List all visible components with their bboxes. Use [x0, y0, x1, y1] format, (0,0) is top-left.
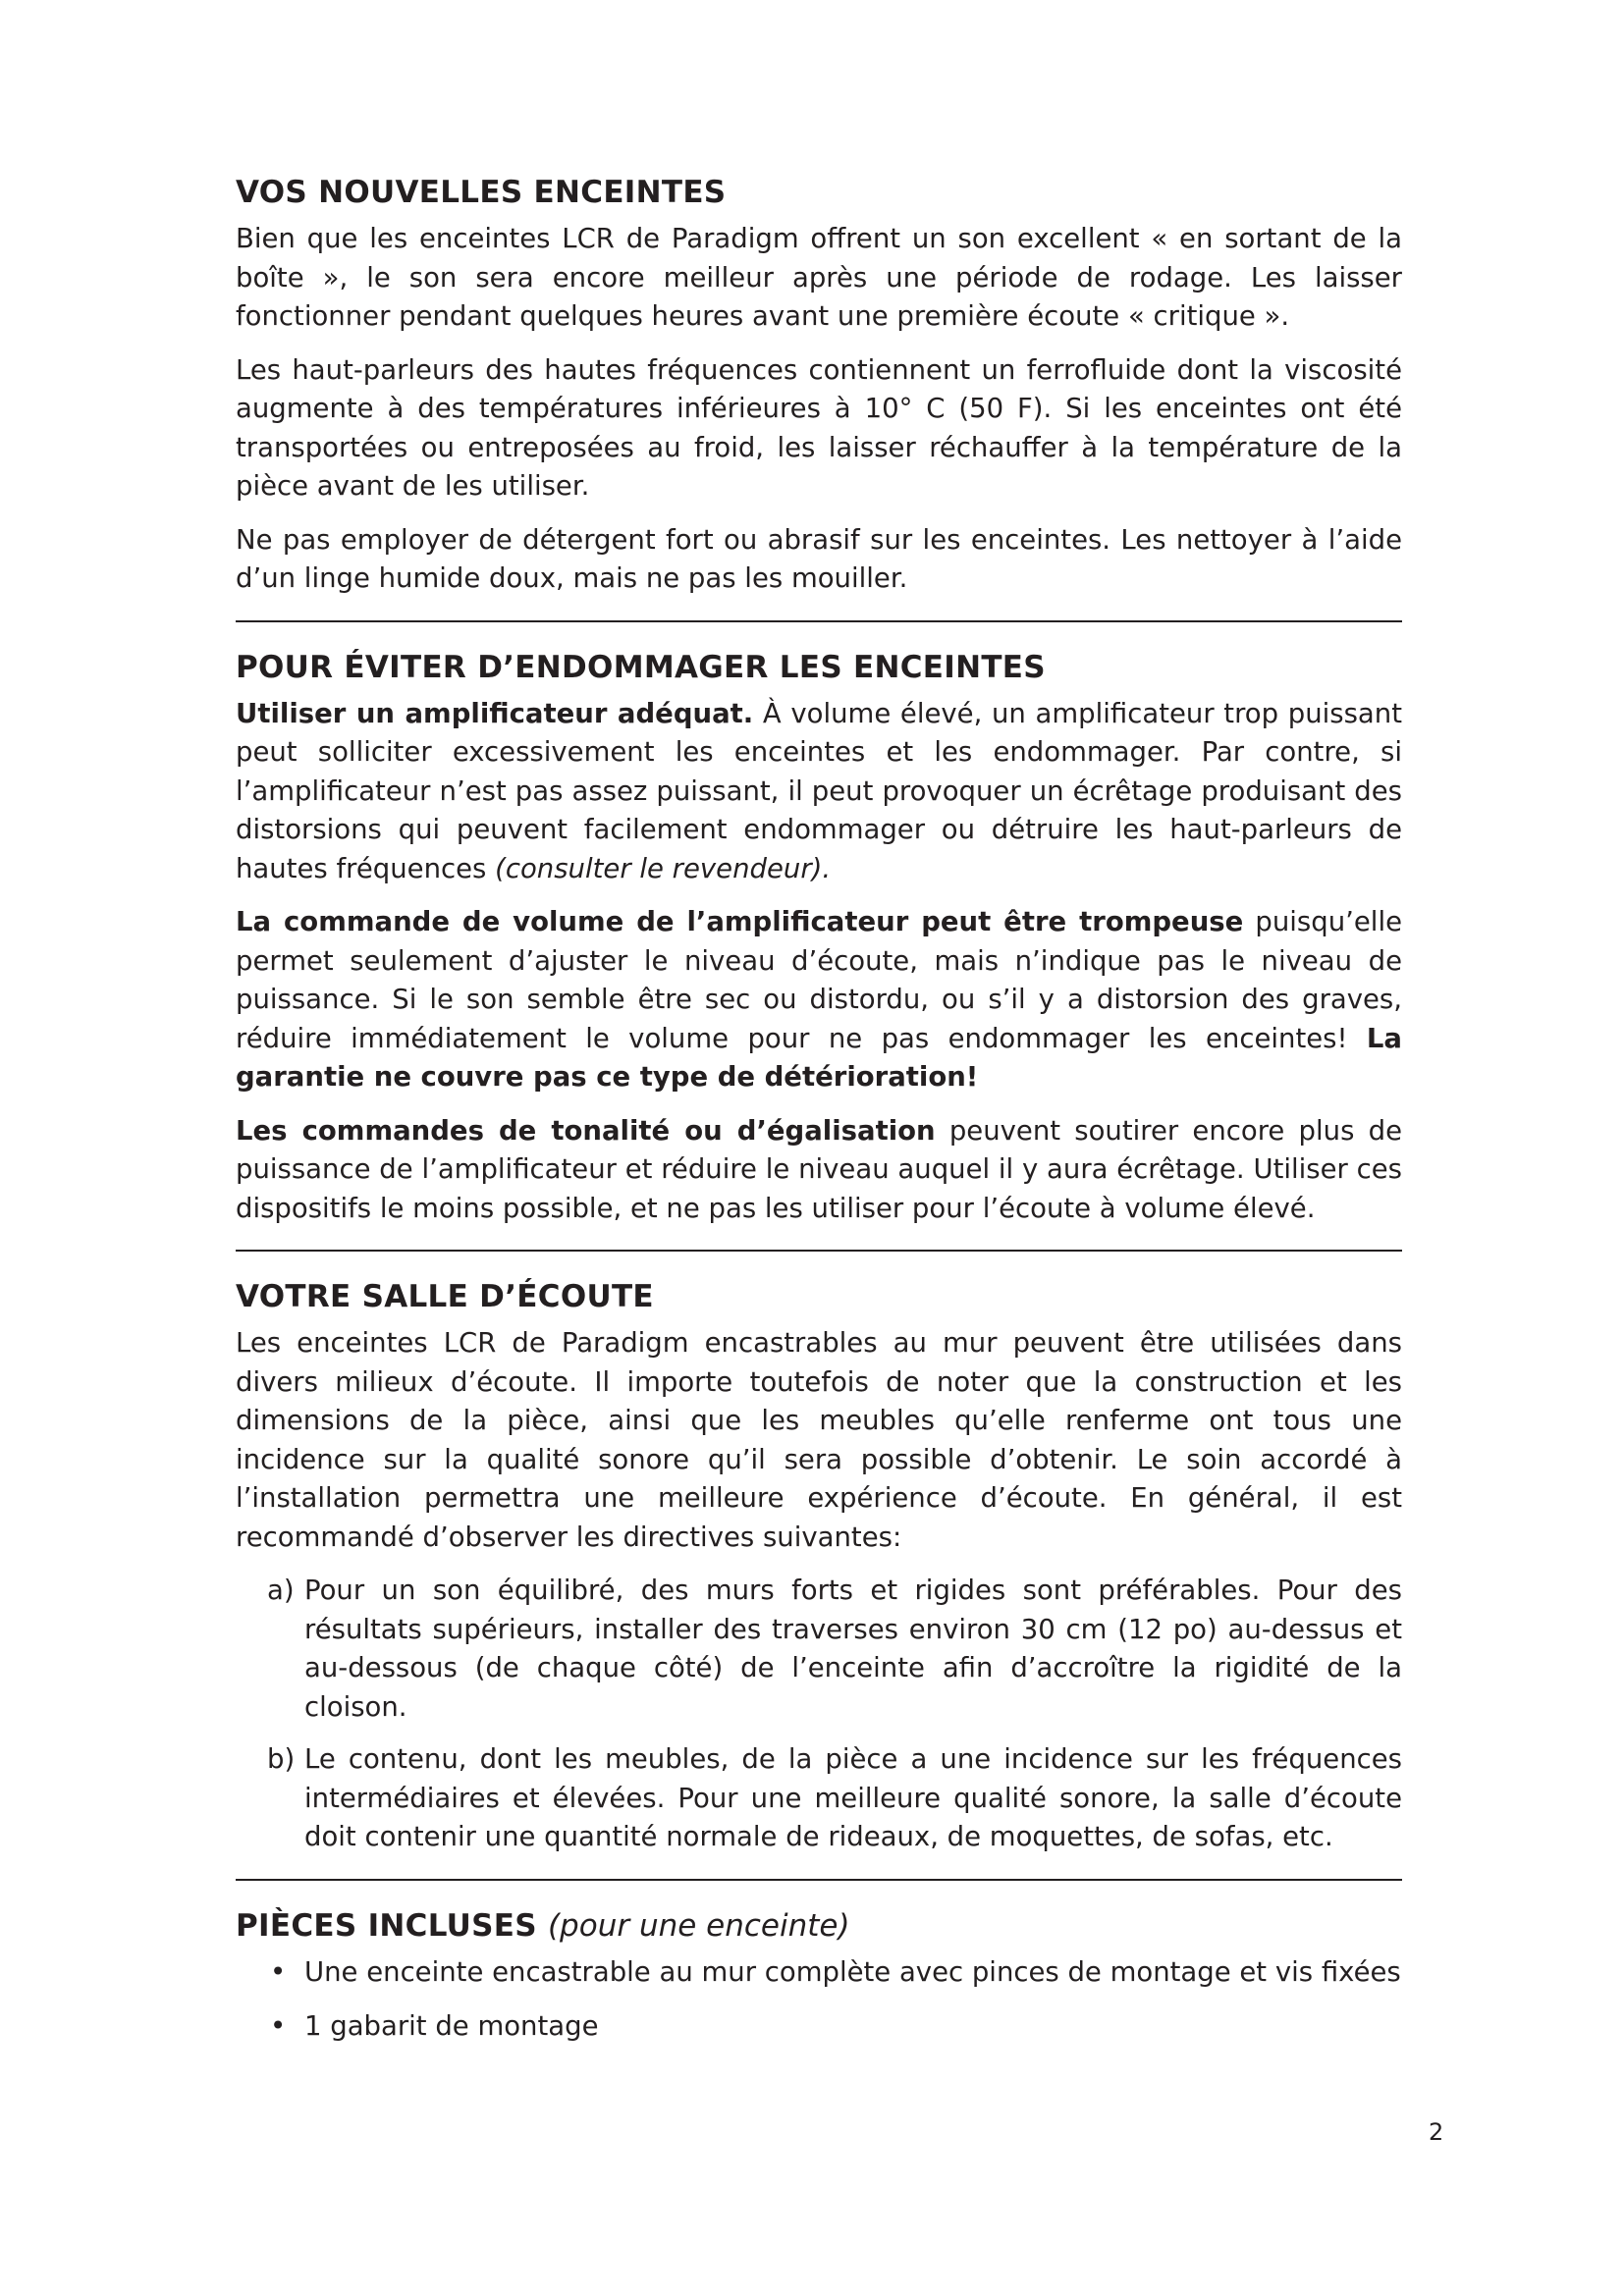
- paragraph: Ne pas employer de détergent fort ou abrasif sur les enceintes. Les nettoyer à l’aide d’un linge humide doux, mais ne pas les mouiller.: [236, 523, 1402, 594]
- paragraph-text: À volume élevé, un amplificateur trop puissant peut solliciter excessivement les enceintes et les endommager. Par contre, si l’amplificateur n’est pas assez puissant, il peut provoquer un écrêtage produisant des distorsions qui peuvent facilement endommager ou détruire les haut-parleurs de hautes fréquences: [236, 697, 1402, 884]
- list-item-text: 1 gabarit de montage: [304, 2010, 599, 2042]
- directives-list: [236, 1572, 1402, 1857]
- section-pieces-incluses: [236, 1906, 1402, 2047]
- paragraph: Les enceintes LCR de Paradigm encastrables au mur peuvent être utilisées dans divers milieux d’écoute. Il importe toutefois de noter que la construction et les dimensions de la pièce, ainsi que les meubles qu’elle renferme ont tous une incidence sur la qualité sonore qu’il sera possible d’obtenir. Le soin accordé à l’installation permettra une meilleure expérience d’écoute. En général, il est recommandé d’observer les directives suivantes:: [236, 1327, 1402, 1553]
- included-parts-list: [236, 1953, 1402, 2047]
- heading-subtitle: (pour une enceinte): [547, 1907, 850, 1944]
- list-marker: a): [267, 1575, 295, 1606]
- paragraph-text: peuvent soutirer encore plus de puissance de l’amplificateur et réduire le niveau auquel il y aura écrêtage. Utiliser ces dispositifs le moins possible, et ne pas les utiliser pour l’écoute à volume élevé.: [236, 1114, 1402, 1224]
- section-vos-nouvelles-enceintes: [236, 173, 1402, 599]
- bold-lead: La commande de volume de l’amplificateur peut être trompeuse: [236, 906, 1244, 937]
- section-divider: [236, 1879, 1402, 1881]
- paragraph: [236, 903, 1402, 1097]
- list-item-text: Le contenu, dont les meubles, de la pièce a une incidence sur les fréquences intermédiaires et élevées. Pour une meilleure qualité sonore, la salle d’écoute doit contenir une quantité normale de rideaux, de moquettes, de sofas, etc.: [304, 1743, 1402, 1852]
- section-heading: VOS NOUVELLES ENCEINTES: [236, 175, 727, 210]
- section-eviter-endommager: [236, 648, 1402, 1229]
- list-item: [236, 1740, 1402, 1857]
- bullet-icon: •: [270, 2010, 287, 2042]
- section-heading: [236, 1906, 1402, 1946]
- page-number: 2: [1429, 2118, 1444, 2146]
- paragraph: [236, 695, 1402, 889]
- page-content: [236, 173, 1402, 2062]
- warranty-warning: La garantie ne couvre pas ce type de détérioration!: [236, 1022, 1402, 1093]
- section-heading: VOTRE SALLE D’ÉCOUTE: [236, 1279, 654, 1314]
- bullet-icon: •: [270, 1955, 287, 1988]
- bold-lead: Utiliser un amplificateur adéquat.: [236, 697, 754, 729]
- list-item-text: Une enceinte encastrable au mur complète avec pinces de montage et vis fixées: [304, 1955, 1401, 1988]
- section-heading: POUR ÉVITER D’ENDOMMAGER LES ENCEINTES: [236, 649, 1046, 685]
- paragraph: [236, 1112, 1402, 1229]
- paragraph-text: puisqu’elle permet seulement d’ajuster le niveau d’écoute, mais n’indique pas le niveau de puissance. Si le son semble être sec ou distordu, ou s’il y a distorsion des graves, réduire immédiatement le volume pour ne pas endommager les enceintes!: [236, 906, 1403, 1054]
- list-item-text: Pour un son équilibré, des murs forts et rigides sont préférables. Pour des résultats supérieurs, installer des traverses environ 30 cm (12 po) au-dessus et au-dessous (de chaque côté) de l’enceinte afin d’accroître la rigidité de la cloison.: [304, 1575, 1402, 1723]
- list-marker: b): [267, 1743, 296, 1775]
- italic-note: (consulter le revendeur).: [495, 852, 832, 884]
- section-divider: [236, 1250, 1402, 1252]
- paragraph: Bien que les enceintes LCR de Paradigm offrent un son excellent « en sortant de la boîte », le son sera encore meilleur après une période de rodage. Les laisser fonctionner pendant quelques heures avant une première écoute « critique ».: [236, 223, 1402, 332]
- list-item: [236, 1953, 1402, 1993]
- heading-title: PIÈCES INCLUSES: [236, 1907, 537, 1944]
- list-item: [236, 1572, 1402, 1727]
- list-item: [236, 2007, 1402, 2047]
- bold-lead: Les commandes de tonalité ou d’égalisation: [236, 1114, 936, 1147]
- section-salle-ecoute: [236, 1277, 1402, 1857]
- section-divider: [236, 620, 1402, 622]
- paragraph: Les haut-parleurs des hautes fréquences contiennent un ferrofluide dont la viscosité augmente à des températures inférieures à 10° C (50 F). Si les enceintes ont été transportées ou entreposées au froid, les laisser réchauffer à la température de la pièce avant de les utiliser.: [236, 353, 1402, 502]
